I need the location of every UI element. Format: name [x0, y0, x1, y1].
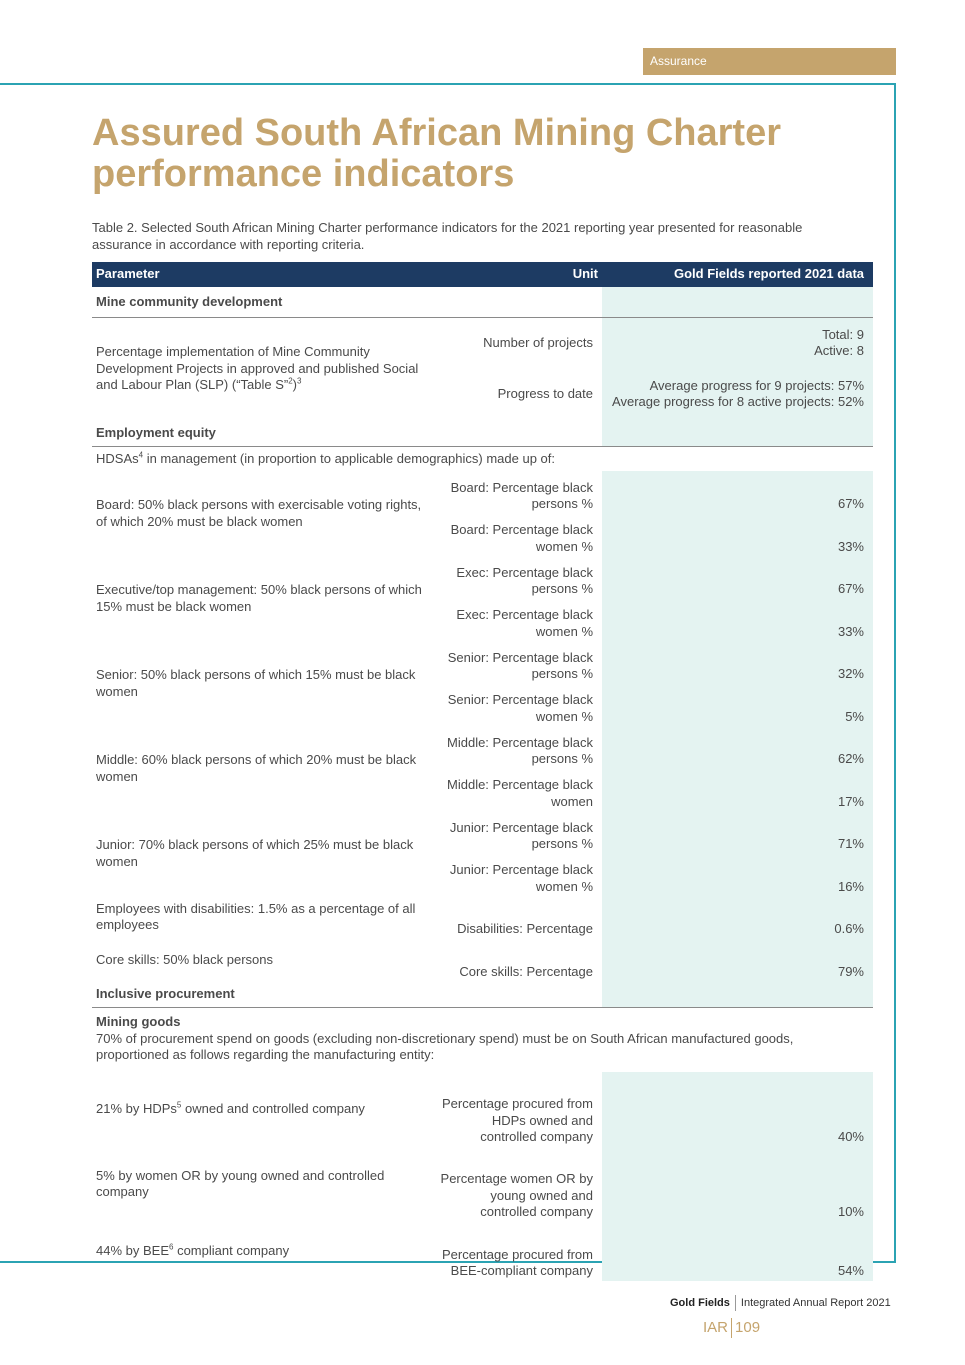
intro-text: HDSAs	[96, 450, 139, 466]
charter-indicators-table	[92, 262, 873, 1281]
unit-cell: Middle: Percentage black women	[447, 777, 593, 809]
footnote-mark: 6	[169, 1242, 174, 1252]
parameter-cell: Board: 50% black persons with exercisable voting rights, of which 20% must be black women	[96, 497, 422, 529]
unit-cell: Number of projects	[483, 334, 593, 350]
mining-goods-cell	[92, 1008, 873, 1072]
parameter-cell	[92, 1147, 432, 1222]
unit-cell: Junior: Percentage black women %	[449, 862, 593, 894]
table-row	[92, 1147, 873, 1222]
footnote-mark: 5	[176, 1100, 182, 1110]
parameter-cell	[92, 318, 432, 421]
table-row	[92, 811, 873, 854]
unit-cell: Progress to date	[497, 385, 593, 401]
parameter-text: compliant company	[173, 1242, 290, 1258]
unit-cell: Exec: Percentage black persons %	[456, 564, 593, 596]
value-cell	[602, 420, 873, 447]
parameter-cell: Middle: 60% black persons of which 20% must be black women	[96, 752, 417, 784]
parameter-cell: Junior: 70% black persons of which 25% must be black women	[96, 837, 414, 869]
unit-cell: Disabilities: Percentage	[457, 921, 593, 936]
table-caption: Table 2. Selected South African Mining Charter performance indicators for the 2021 reporting year presented for reasonable assurance in accordance with reporting criteria.	[92, 220, 803, 252]
footnote-mark: 3	[297, 376, 302, 386]
unit-cell: Exec: Percentage black women %	[456, 607, 593, 639]
intro-cell	[92, 447, 873, 472]
section-row	[92, 420, 873, 447]
section-tab: Assurance	[643, 48, 896, 75]
value-cell: 40%	[602, 1072, 873, 1147]
footnote-mark: 4	[138, 450, 144, 460]
section-row	[92, 981, 873, 1008]
footer-brand	[670, 1295, 891, 1311]
table-row	[92, 447, 873, 472]
parameter-text: 44% by BEE	[96, 1242, 169, 1258]
parameter-cell	[92, 1222, 432, 1281]
header-parameter: Parameter	[92, 262, 432, 287]
page-number: 109	[735, 1318, 761, 1336]
unit-cell: Percentage women OR by young owned and controlled company	[440, 1171, 593, 1219]
footnote-mark: 2	[288, 376, 293, 386]
footer-section: IAR	[703, 1318, 729, 1336]
value-cell: 71%	[602, 811, 873, 854]
unit-cell: Senior: Percentage black women %	[447, 692, 593, 724]
value-cell	[602, 287, 873, 318]
parameter-text: Percentage implementation of Mine Community Development Projects in approved and published Social and Labour Plan (SLP) (“Table S”	[96, 344, 419, 393]
parameter-text: owned and controlled company	[181, 1100, 365, 1116]
value-cell: 16%	[602, 854, 873, 897]
value-cell: 33%	[602, 514, 873, 557]
table-row	[92, 1222, 873, 1281]
section-title: Inclusive procurement	[92, 981, 602, 1008]
unit-cell: Board: Percentage black persons %	[450, 479, 593, 511]
value-cell: 62%	[602, 726, 873, 769]
table-row	[92, 939, 873, 982]
unit-cell: Core skills: Percentage	[459, 963, 593, 979]
table-row	[92, 471, 873, 514]
value-cell: 67%	[602, 471, 873, 514]
page-title: Assured South African Mining Charter performance indicators	[92, 112, 781, 195]
footer-company: Gold Fields	[670, 1296, 730, 1309]
value-cell: 32%	[602, 641, 873, 684]
section-row	[92, 287, 873, 318]
parameter-cell: Executive/top management: 50% black persons of which 15% must be black women	[96, 582, 422, 614]
value-cell: 5%	[602, 684, 873, 727]
header-unit: Unit	[432, 262, 602, 287]
unit-cell: Percentage procured from HDPs owned and controlled company	[441, 1096, 593, 1144]
value-cell: 67%	[602, 556, 873, 599]
table-row	[92, 896, 873, 939]
value-cell: 0.6%	[602, 896, 873, 939]
value-cell: 10%	[602, 1147, 873, 1222]
value-cell: 54%	[602, 1222, 873, 1281]
unit-cell: Junior: Percentage black persons %	[449, 819, 593, 851]
parameter-text: 21% by HDPs	[96, 1100, 177, 1116]
subsection-title: Mining goods	[96, 1014, 181, 1029]
parameter-cell: Employees with disabilities: 1.5% as a percentage of all employees	[96, 900, 416, 933]
unit-cell: Senior: Percentage black persons %	[447, 649, 593, 681]
parameter-cell: Senior: 50% black persons of which 15% must be black women	[96, 667, 416, 699]
header-data: Gold Fields reported 2021 data	[602, 262, 873, 287]
intro-text: in management (in proportion to applicable demographics) made up of:	[143, 450, 555, 466]
value-line: Active: 8	[814, 343, 864, 358]
parameter-cell	[92, 1072, 432, 1147]
value-line: Average progress for 8 active projects: 52%	[612, 394, 864, 409]
section-title: Mine community development	[92, 287, 602, 318]
footer-divider	[735, 1295, 736, 1311]
value-cell: 17%	[602, 769, 873, 812]
table-row	[92, 1008, 873, 1072]
value-cell	[602, 981, 873, 1008]
value-line: Total: 9	[822, 326, 864, 342]
value-line: Average progress for 9 projects: 57%	[649, 377, 864, 393]
table-row	[92, 556, 873, 599]
section-title: Employment equity	[92, 420, 602, 447]
footer-page	[703, 1318, 760, 1338]
table-header-row	[92, 262, 873, 287]
parameter-text: 5% by women OR by young owned and controlled company	[96, 1167, 385, 1199]
unit-cell: Percentage procured from BEE-compliant company	[441, 1246, 593, 1278]
table-row	[92, 1072, 873, 1147]
table-row	[92, 726, 873, 769]
unit-cell: Middle: Percentage black persons %	[447, 734, 593, 766]
parameter-cell: Core skills: 50% black persons	[96, 951, 274, 967]
value-cell: 33%	[602, 599, 873, 642]
parameter-text: )	[292, 377, 298, 393]
subsection-text: 70% of procurement spend on goods (excluding non-discretionary spend) must be on South African manufactured goods, proportioned as follows regarding the manufacturing entity:	[96, 1030, 794, 1062]
value-cell	[602, 369, 873, 420]
footer-divider	[731, 1318, 732, 1338]
value-cell: 79%	[602, 939, 873, 982]
value-cell	[602, 318, 873, 370]
unit-cell: Board: Percentage black women %	[450, 522, 593, 554]
table-row	[92, 318, 873, 370]
footer-report: Integrated Annual Report 2021	[740, 1296, 891, 1309]
table-row	[92, 641, 873, 684]
